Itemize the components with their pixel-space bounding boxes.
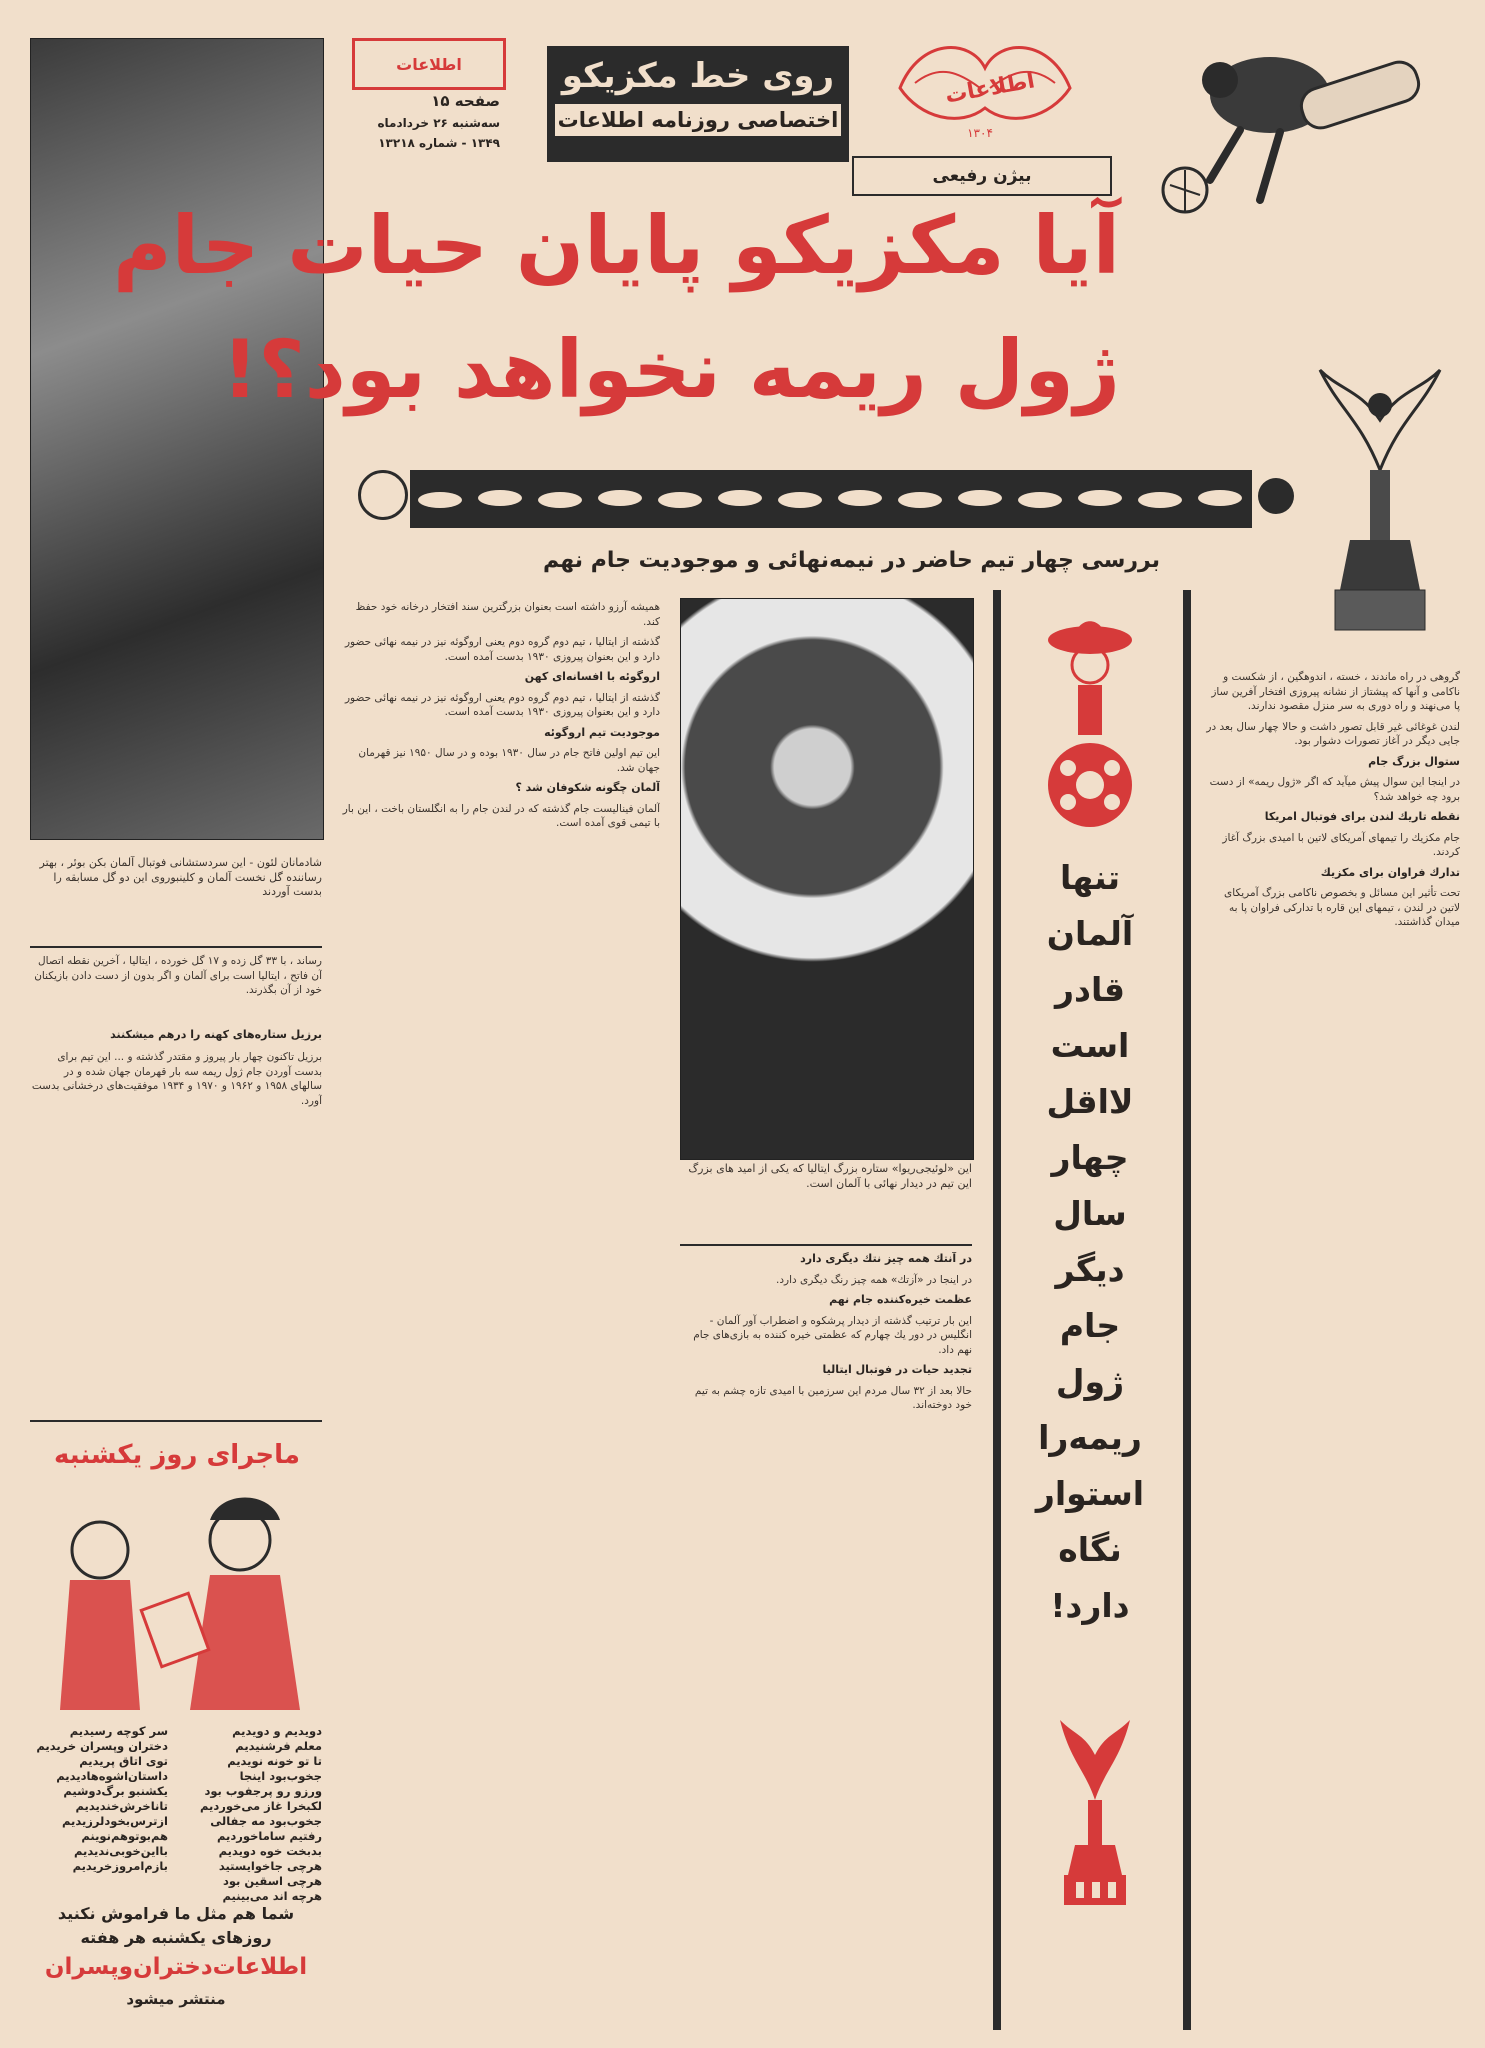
- juanito-mascot: [1040, 610, 1140, 830]
- left-column-body: برزیل تاکنون چهار بار پیروز و مقتدر گذشته و ... این تیم برای بدست آوردن جام ژول ریمه سه بار قهرمان جهان شده و در سالهای ۱۹۵۸ و ۱۹۶۲ و ۱۹۷۰ و ۱۹۳۴ موفقیت‌های درخشانی بدست آورد.: [31, 1051, 322, 1107]
- left-ad-rule: [30, 1420, 322, 1422]
- right-paragraph-1: گروهی در راه ماندند ، خسته ، اندوهگین ، از شکست و ناکامی و آنها که پیشتاز از نشانه پیروزی افتخار آفرین ساز پا می‌نهند و راه دوری به سر منزل مقصود ندارند.: [1211, 671, 1460, 712]
- side-quote: تنها آلمان قادر است لااقل چهار سال دیگر جام ژول ریمه‌را استوار نگاه دارد!: [1035, 858, 1145, 1625]
- football-icon-right: [1258, 478, 1294, 514]
- author-name: بیژن رفیعی: [932, 166, 1032, 186]
- center-subhead-2: موجودیت تیم اروگوئه: [544, 725, 660, 739]
- center-paragraph-1: همیشه آرزو داشته است بعنوان بزرگترین سند افتخار درخانه خود حفظ کند.: [355, 601, 660, 628]
- right-paragraph-3: در اینجا این سوال پیش میآید که اگر «ژول ریمه» از دست برود چه خواهد شد؟: [1209, 776, 1460, 803]
- football-icon-left: [358, 470, 408, 520]
- section-title: روی خط مکزیکو: [561, 56, 835, 96]
- left-column-intro: رساند ، با ۳۳ گل زده و ۱۷ گل خورده ، ایتالیا ، آخرین نقطه اتصال آن فاتح ، ایتالیا است برای آلمان و اگر بدون از دست دادن بازیکنان خود از آن بگذرند.: [34, 955, 322, 996]
- children-reading-icon: [30, 1480, 330, 1720]
- page-number: صفحه ۱۵: [431, 92, 500, 110]
- center-paragraph-4: آلمان فینالیست جام گذشته که در لندن جام را به انگلستان باخت ، این بار با تیمی قوی آمده است.: [342, 802, 660, 829]
- ad-title: ماجرای روز یکشنبه: [53, 1440, 300, 1470]
- ad-poem-right: دویدیم و دویدیم معلم فرشنیدیم تا تو خونه نویدیم جخوب‌بود اینجا ورزو رو پر‌جفوب بود لکبخرا غاز می‌خوردیم جخوب‌بود مه جفالی رفتیم ساماخوردیم بدبخت خوه دویدیم هرچی جاخوایستید هرچی اسقین بود هرچه اند می‌بینیم: [200, 1724, 322, 1903]
- left-caption-rule: [30, 946, 322, 948]
- logo-year: ۱۳۰۴: [967, 126, 993, 140]
- center-paragraph-5: در اینجا در «آزتك» همه چیز رنگ دیگری دارد.: [776, 1273, 972, 1286]
- right-subhead-1: ستوال بزرگ جام: [1368, 754, 1460, 768]
- small-logo-text: اطلاعات: [396, 54, 462, 74]
- right-paragraph-2: لندن غوغائی غیر قابل تصور داشت و حالا چهار سال بعد در جایی دیگر در آغاز تصورات دشوار بود.: [1206, 720, 1460, 747]
- center-subhead-5: عظمت خیره‌کننده جام نهم: [829, 1293, 972, 1306]
- center-subhead-4: در آنتك همه چیز نتك دیگری دارد: [800, 1252, 972, 1265]
- divider-bar-left: [993, 590, 1001, 2030]
- center-subhead-6: تجدید حیات در فوتبال ایتالیا: [822, 1363, 972, 1376]
- sombrero-pattern-icon: [410, 470, 1248, 524]
- center-paragraph-3: این تیم اولین فاتح جام در سال ۱۹۳۰ بوده و در سال ۱۹۵۰ نیز قهرمان جهان شد.: [358, 747, 660, 774]
- section-title-box: [547, 46, 849, 162]
- photo-german-players: [30, 38, 324, 840]
- headline-line-2: ژول ریمه نخواهد بود؟!: [221, 323, 1120, 416]
- jules-rimet-trophy: [1300, 350, 1460, 660]
- issue-line: ۱۳۴۹ - شماره ۱۳۲۱۸: [378, 136, 500, 150]
- small-logo-stamp: [352, 38, 506, 90]
- right-paragraph-5: تحت تأثیر این مسائل و بخصوص ناکامی بزرگ آمریکای لاتین در لندن ، تیمهای این قاره با تدارکی فراوان پا به میدان گذاشتند.: [1224, 887, 1460, 928]
- world-cup-icon: [1050, 1710, 1140, 1910]
- ettelaat-logo: [880, 28, 1090, 148]
- logo-text: اطلاعات: [943, 68, 1037, 109]
- center-paragraph-6: این بار ترتیب گذشته از دیدار پرشکوه و اضطراب آور آلمان - انگلیس در دور یك چهارم که عظمتی خیره کننده به بازی‌های جام نهم داد.: [693, 1314, 972, 1356]
- center-left-column: [340, 600, 660, 2000]
- date-line: سه‌شنبه ۲۶ خردادماه: [377, 116, 500, 130]
- diving-goalkeeper-icon: [1150, 40, 1455, 230]
- goalkeeper-illustration: [1150, 40, 1455, 230]
- ad-cta-2: روزهای یکشنبه هر هفته: [80, 1928, 272, 1947]
- center-paragraph-1b: گذشته از ایتالیا ، تیم دوم گروه دوم یعنی اروگوئه نیز در نیمه نهائی حضور دارد و این بعنوان پیروزی ۱۹۳۰ بدست آمده است.: [344, 636, 660, 663]
- photo-luigi-riva: [680, 598, 974, 1160]
- right-subhead-2: نقطه تاریك لندن برای فوتبال امریکا: [1264, 810, 1460, 823]
- ad-brand: اطلاعات‌دختران‌وپسران: [44, 1954, 308, 1980]
- center-subhead-3: آلمان چگونه شکوفان شد ؟: [515, 781, 660, 794]
- ad-cta-1: شما هم مثل ما فراموش نکنید: [57, 1904, 295, 1923]
- author-box: [852, 156, 1112, 196]
- trophy-icon: [1300, 350, 1460, 660]
- center-paragraph-2: گذشته از ایتالیا ، تیم دوم گروه دوم یعنی اروگوئه نیز در نیمه نهائی حضور دارد و این بعنوان پیروزی ۱۹۳۰ بدست آمده است.: [344, 691, 660, 718]
- center-right-column: [680, 1252, 972, 2012]
- red-trophy-illustration: [1050, 1710, 1140, 1910]
- left-photo-caption: شادمانان لئون - این سردستشانی فوتبال آلمان بکن بوئر ، بهتر رساننده گل نخست آلمان و کلینبوروی این دو گل مسابقه را بدست آوردند: [39, 856, 322, 898]
- ad-illustration: [30, 1480, 330, 1720]
- center-caption-rule: [680, 1244, 972, 1246]
- divider-bar-right: [1183, 590, 1191, 2030]
- center-photo-caption: این «لوئیجی‌ریوا» ستاره بزرگ ایتالیا که یکی از امید های بزرگ این تیم در دیدار نهائی با آلمان است.: [688, 1162, 972, 1190]
- left-column-subhead: برزیل ستاره‌های کهنه را درهم میشکنند: [110, 1028, 322, 1041]
- right-subhead-3: تدارك فراوان برای مکزیك: [1320, 865, 1460, 879]
- subheadline: بررسی چهار تیم حاضر در نیمه‌نهائی و موجودیت جام نهم: [543, 548, 1160, 573]
- headline-line-1: آیا مکزیکو پایان حیات جام: [113, 199, 1120, 292]
- right-column: [1205, 670, 1460, 2020]
- ad-footer: منتشر میشود: [126, 1990, 226, 2008]
- ad-poem-left: سر کوچه رسیدیم دختران وپسران خریدیم توی اتاق پریدیم داستان‌اشوه‌ها‌دیدیم یکشنبو برگ‌دوشیم تا‌ناخرش‌خندیدیم ازترس‌بخودلرزیدیم هم‌بوتوهم‌نوینم بااین‌خوبی‌ندیدیم باز‌م‌امروز‌خریدیم: [36, 1724, 168, 1873]
- center-paragraph-7: حالا بعد از ۳۲ سال مردم این سرزمین با امیدی تازه چشم به تیم خود دوخته‌اند.: [694, 1384, 972, 1411]
- section-subtitle: اختصاصی روزنامه اطلاعات: [555, 104, 841, 136]
- mascot-icon: [1040, 610, 1140, 830]
- center-subhead-1: اروگوئه با افسانه‌ای کهن: [524, 670, 660, 683]
- right-paragraph-4: جام مکزیك را تیمهای آمریکای لاتین با امیدی بزرگ آغاز کردند.: [1222, 831, 1460, 858]
